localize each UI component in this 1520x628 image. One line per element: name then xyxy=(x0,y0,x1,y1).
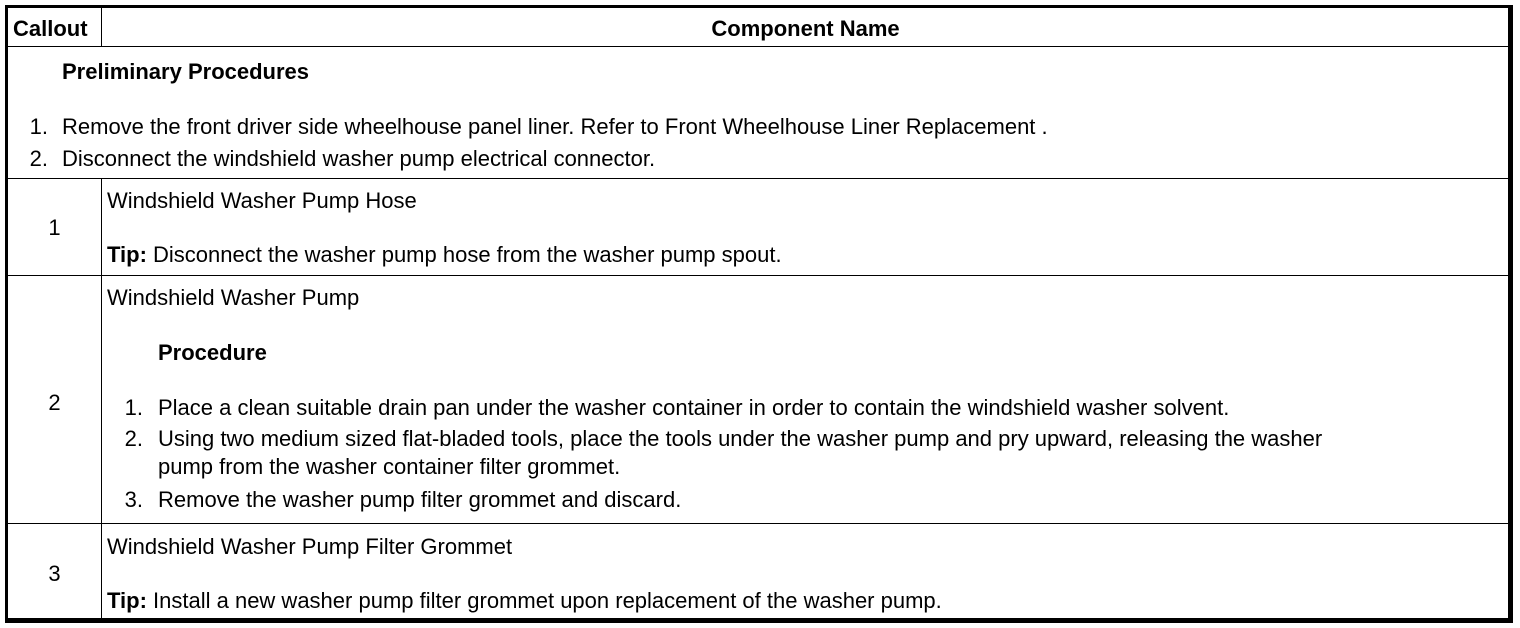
procedure-step-text: Remove the washer pump filter grommet and discard. xyxy=(158,487,682,512)
component-name: Windshield Washer Pump Hose xyxy=(107,188,417,213)
row-divider xyxy=(8,523,1508,524)
row-divider xyxy=(8,178,1508,179)
procedure-heading: Procedure xyxy=(158,340,267,365)
header-divider xyxy=(8,46,1508,47)
procedure-step-text-continued: pump from the washer container filter grommet. xyxy=(158,454,621,479)
column-divider xyxy=(101,178,102,618)
tip-body: Disconnect the washer pump hose from the washer pump spout. xyxy=(146,242,782,267)
header-callout: Callout xyxy=(13,16,88,41)
column-divider xyxy=(101,8,102,46)
component-name: Windshield Washer Pump xyxy=(107,285,360,310)
preliminary-heading: Preliminary Procedures xyxy=(62,59,310,84)
component-name: Windshield Washer Pump Filter Grommet xyxy=(107,534,513,559)
procedure-step-number: 1. xyxy=(124,395,143,420)
procedure-step-text: Using two medium sized flat-bladed tools, place the tools under the washer pump and pry upward, releasing the washer xyxy=(158,426,1323,451)
row-divider xyxy=(8,275,1508,276)
callout-number: 1 xyxy=(48,215,61,240)
tip-text xyxy=(107,242,782,268)
header-component-name: Component Name xyxy=(711,16,900,41)
callout-number: 3 xyxy=(48,561,61,586)
tip-label: Tip: xyxy=(107,588,147,613)
preliminary-step-text: Disconnect the windshield washer pump electrical connector. xyxy=(62,146,656,171)
procedure-step-number: 2. xyxy=(124,426,143,451)
tip-text xyxy=(107,588,942,614)
procedure-table xyxy=(5,5,1513,623)
callout-number: 2 xyxy=(48,390,61,415)
procedure-step-text: Place a clean suitable drain pan under the washer container in order to contain the windshield washer solvent. xyxy=(158,395,1230,420)
preliminary-step-number: 2. xyxy=(29,146,48,171)
tip-body: Install a new washer pump filter grommet upon replacement of the washer pump. xyxy=(146,588,942,613)
tip-label: Tip: xyxy=(107,242,147,267)
preliminary-step-text: Remove the front driver side wheelhouse panel liner. Refer to Front Wheelhouse Liner Replacement . xyxy=(62,114,1048,139)
preliminary-step-number: 1. xyxy=(29,114,48,139)
procedure-step-number: 3. xyxy=(124,487,143,512)
